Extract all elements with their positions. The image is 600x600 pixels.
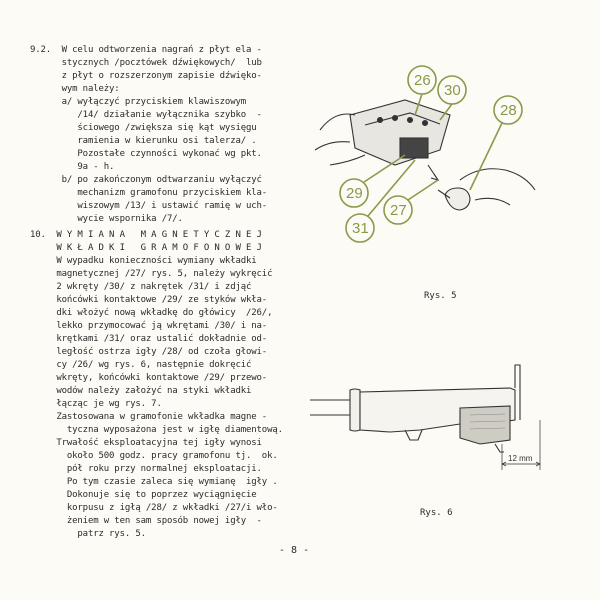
text-line: ramienia w kierunku osi talerza/ . bbox=[30, 136, 257, 146]
text-line: tyczna wyposażona jest w igłę diamentową. bbox=[30, 425, 283, 435]
text-line: wkręty, końcówki kontaktowe /29/ przewo- bbox=[30, 373, 268, 383]
text-line: około 500 godz. pracy gramofonu tj. ok. bbox=[30, 451, 278, 461]
section-heading: 10. W Y M I A N A M A G N E T Y C Z N E J bbox=[30, 230, 262, 240]
text-line: korpusu z igłą /28/ z wkładki /27/i wło- bbox=[30, 503, 278, 513]
callout-26: 26 bbox=[414, 72, 431, 89]
text-line: końcówki kontaktowe /29/ ze styków wkła- bbox=[30, 295, 268, 305]
callout-27: 27 bbox=[390, 202, 407, 219]
text-line: 9a - h. bbox=[30, 162, 115, 172]
text-line: żeniem w ten sam sposób nowej igły - bbox=[30, 516, 262, 526]
text-line: Zastosowana w gramofonie wkładka magne - bbox=[30, 412, 268, 422]
text-line: wym należy: bbox=[30, 84, 120, 94]
text-line: /14/ działanie wyłącznika szybko - bbox=[30, 110, 262, 120]
figure-5-caption: Rys. 5 bbox=[424, 291, 457, 301]
callout-29: 29 bbox=[346, 185, 363, 202]
text-column bbox=[0, 0, 300, 540]
text-line: Po tym czasie zaleca się wymianę igły . bbox=[30, 477, 278, 487]
text-line: 9.2. W celu odtworzenia nagrań z płyt ela - bbox=[30, 45, 262, 55]
text-line: ległość ostrza igły /28/ od czoła głowi- bbox=[30, 347, 268, 357]
text-line: z płyt o rozszerzonym zapisie dźwięko- bbox=[30, 71, 262, 81]
text-line: Trwałość eksploatacyjna tej igły wynosi bbox=[30, 438, 262, 448]
text-line: patrz rys. 5. bbox=[30, 529, 146, 539]
text-line: krętkami /31/ oraz ustalić dokładnie od- bbox=[30, 334, 268, 344]
text-line: cy /26/ wg rys. 6, następnie dokręcić bbox=[30, 360, 252, 370]
callout-31: 31 bbox=[352, 220, 369, 237]
text-line: wiszowym /13/ i ustawić ramię w uch- bbox=[30, 201, 268, 211]
text-line: wycie wspornika /7/. bbox=[30, 214, 183, 224]
text-line: 2 wkręty /30/ z nakrętek /31/ i zdjąć bbox=[30, 282, 252, 292]
dimension-label: 12 mm bbox=[508, 454, 533, 463]
text-line: lekko przymocować ją wkrętami /30/ i na- bbox=[30, 321, 268, 331]
text-line: b/ po zakończonym odtwarzaniu wyłączyć bbox=[30, 175, 262, 185]
text-line: a/ wyłączyć przyciskiem klawiszowym bbox=[30, 97, 247, 107]
callout-28: 28 bbox=[500, 102, 517, 119]
text-line: stycznych /pocztówek dźwiękowych/ lub bbox=[30, 58, 262, 68]
text-line: łącząc je wg rys. 7. bbox=[30, 399, 162, 409]
text-line: Dokonuje się to poprzez wyciągnięcie bbox=[30, 490, 257, 500]
text-line: wodów należy założyć na styki wkładki bbox=[30, 386, 252, 396]
text-line: dki włożyć nową wkładkę do główicy /26/, bbox=[30, 308, 273, 318]
callout-30: 30 bbox=[444, 82, 461, 99]
figure-6-caption: Rys. 6 bbox=[420, 508, 453, 518]
section-heading: W K Ł A D K I G R A M O F O N O W E J bbox=[30, 243, 262, 253]
text-line: pół roku przy normalnej eksploatacji. bbox=[30, 464, 262, 474]
text-line: mechanizm gramofonu przyciskiem kla- bbox=[30, 188, 268, 198]
text-line: W wypadku konieczności wymiany wkładki bbox=[30, 256, 257, 266]
figure-6-illustration bbox=[310, 360, 560, 480]
page-number: - 8 - bbox=[279, 545, 310, 556]
text-line: ściowego /zwiększa się kąt wysięgu bbox=[30, 123, 257, 133]
text-line: Pozostałe czynności wykonać wg pkt. bbox=[30, 149, 262, 159]
figure-5-illustration bbox=[310, 70, 560, 240]
text-line: magnetycznej /27/ rys. 5, należy wykręcić bbox=[30, 269, 273, 279]
